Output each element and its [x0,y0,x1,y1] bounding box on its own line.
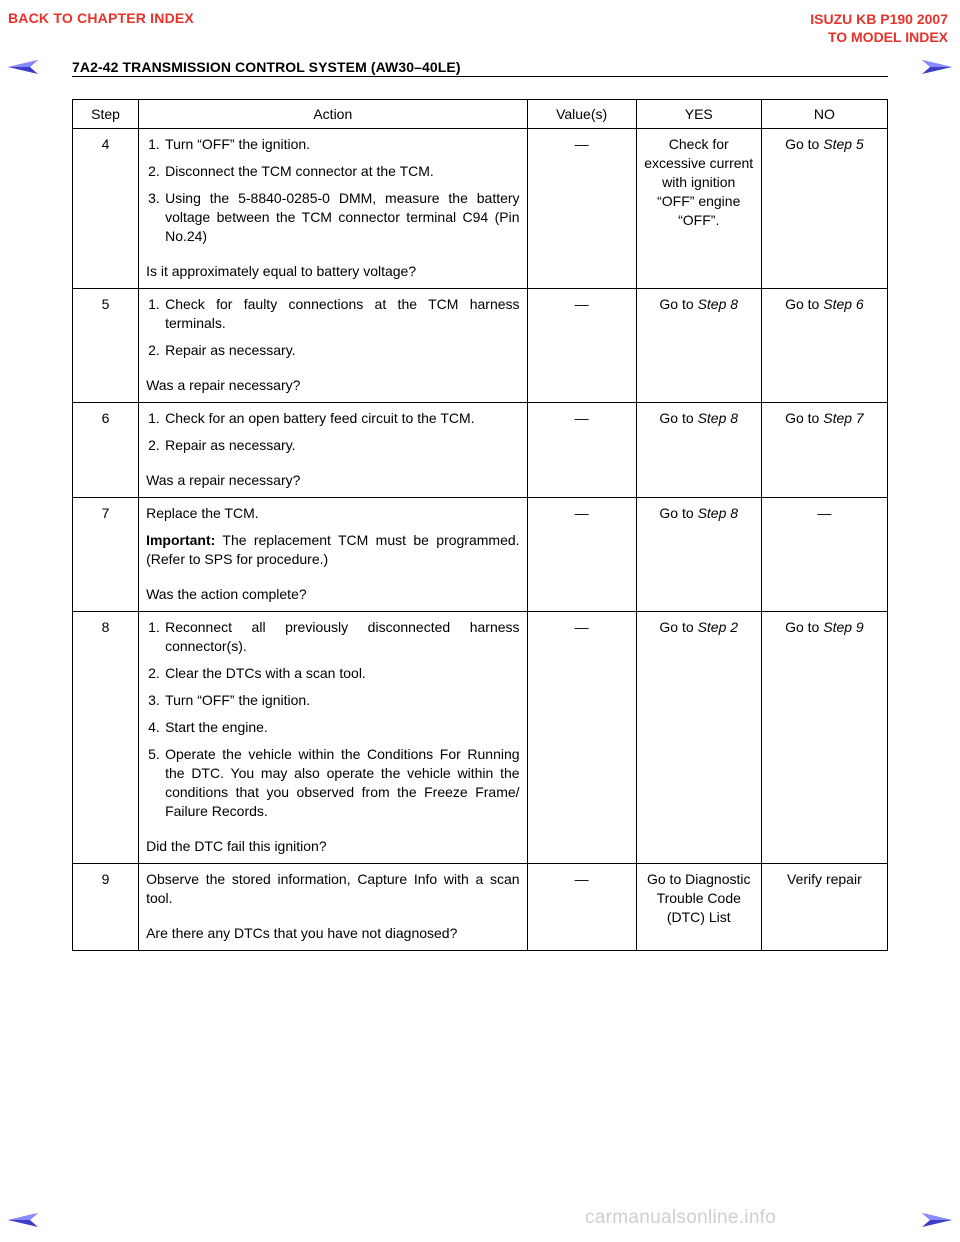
previous-page-arrow-icon[interactable] [6,58,40,76]
step-link[interactable]: Step 9 [823,619,864,635]
previous-page-arrow-bottom-icon[interactable] [6,1211,40,1229]
value-cell: — [527,864,636,951]
step-link[interactable]: Step 6 [823,296,864,312]
yes-cell: Go to Step 8 [636,403,761,498]
no-cell: Go to Step 5 [761,129,887,289]
step-number: 7 [73,498,139,612]
action-cell [139,612,527,864]
next-page-arrow-bottom-icon[interactable] [920,1211,954,1229]
no-cell: Go to Step 7 [761,403,887,498]
step-number: 6 [73,403,139,498]
action-cell [139,498,527,612]
yes-cell: Go to Step 2 [636,612,761,864]
step-link[interactable]: Step 5 [823,136,864,152]
model-index-nav [810,10,948,46]
yes-cell: Go to Diagnostic Trouble Code (DTC) List [636,864,761,951]
step-number: 4 [73,129,139,289]
column-header-action: Action [139,100,527,129]
value-cell: — [527,403,636,498]
table-header-row [73,100,888,129]
table-row [73,289,888,403]
yes-cell: Check for excessive current with ignition “OFF” engine “OFF”. [636,129,761,289]
value-cell: — [527,498,636,612]
column-header-yes: YES [636,100,761,129]
step-link[interactable]: Step 8 [697,505,739,521]
action-item: 1. Reconnect all previously disconnected harness connector(s). [148,619,520,654]
action-item: 2. Repair as necessary. [148,342,296,358]
table-row [73,403,888,498]
no-cell: Go to Step 9 [761,612,887,864]
question-text: Did the DTC fail this ignition? [146,838,327,854]
question-text: Was the action complete? [146,586,307,602]
step-link[interactable]: Step 7 [823,410,864,426]
value-cell: — [527,129,636,289]
action-text: Observe the stored information, Capture Info with a scan tool. [146,871,520,906]
step-number: 5 [73,289,139,403]
action-cell [139,289,527,403]
action-item: 2. Clear the DTCs with a scan tool. [148,665,366,681]
value-cell: — [527,289,636,403]
question-text: Are there any DTCs that you have not diagnosed? [146,925,458,941]
action-item: 1. Turn “OFF” the ignition. [148,136,311,152]
step-link[interactable]: Step 8 [697,296,739,312]
action-item: 2. Repair as necessary. [148,437,296,453]
value-cell: — [527,612,636,864]
action-item: 5. Operate the vehicle within the Conditions For Running the DTC. You may also operate the vehicle within the conditions that you observed from the Freeze Frame/ Failure Records. [148,746,520,819]
action-cell [139,403,527,498]
step-number: 8 [73,612,139,864]
table-row [73,129,888,289]
header-divider [72,76,888,77]
action-cell [139,129,527,289]
action-item: 2. Disconnect the TCM connector at the TCM. [148,163,434,179]
action-text: Replace the TCM. [146,505,259,521]
action-item: 1. Check for faulty connections at the TCM harness terminals. [148,296,520,331]
no-cell: — [761,498,887,612]
no-cell: Go to Step 6 [761,289,887,403]
step-link[interactable]: Step 2 [697,619,739,635]
page-title: 7A2-42 TRANSMISSION CONTROL SYSTEM (AW30–40LE) [72,59,461,75]
next-page-arrow-icon[interactable] [920,58,954,76]
yes-cell: Go to Step 8 [636,498,761,612]
column-header-step: Step [73,100,139,129]
yes-cell: Go to Step 8 [636,289,761,403]
watermark-text: carmanualsonline.info [585,1207,777,1228]
model-title-link[interactable]: ISUZU KB P190 2007 [810,11,948,27]
table-row [73,498,888,612]
question-text: Was a repair necessary? [146,377,301,393]
to-model-index-link[interactable]: TO MODEL INDEX [827,29,948,45]
no-cell: Verify repair [761,864,887,951]
question-text: Is it approximately equal to battery voltage? [146,263,417,279]
action-item: 4. Start the engine. [148,719,268,735]
action-cell [139,864,527,951]
diagnostic-table [72,99,888,951]
important-note: Important: The replacement TCM must be programmed. (Refer to SPS for procedure.) [146,532,520,567]
step-number: 9 [73,864,139,951]
question-text: Was a repair necessary? [146,472,301,488]
action-item: 3. Turn “OFF” the ignition. [148,692,311,708]
action-item: 3. Using the 5-8840-0285-0 DMM, measure the battery voltage between the TCM connector terminal C94 (Pin No.24) [148,190,520,244]
table-row [73,864,888,951]
action-item: 1. Check for an open battery feed circuit to the TCM. [148,410,475,426]
column-header-values: Value(s) [527,100,636,129]
column-header-no: NO [761,100,887,129]
step-link[interactable]: Step 8 [697,410,739,426]
back-to-chapter-index-link[interactable]: BACK TO CHAPTER INDEX [8,10,194,26]
table-row [73,612,888,864]
